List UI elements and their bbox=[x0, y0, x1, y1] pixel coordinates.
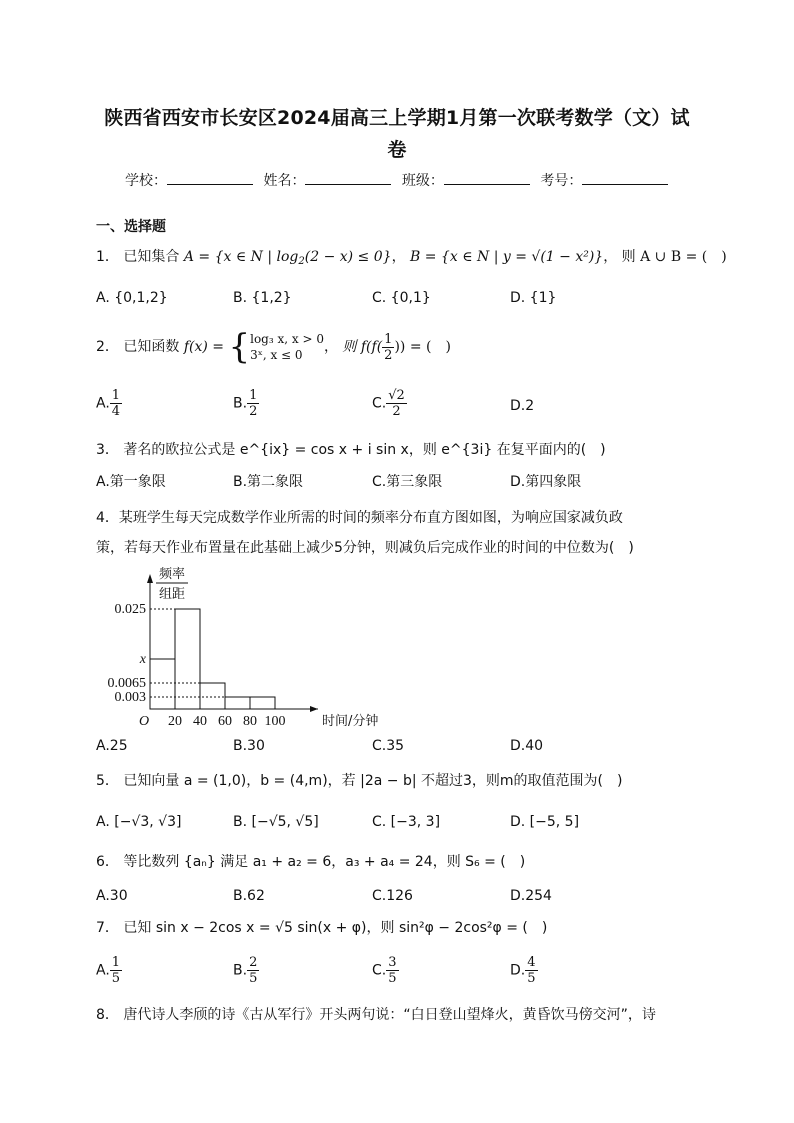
q2-option-a-den: 4 bbox=[111, 404, 121, 419]
q7-option-c[interactable] bbox=[372, 955, 399, 986]
q6-option-c[interactable]: C.126 bbox=[372, 888, 413, 904]
q7-option-d-den: 5 bbox=[527, 971, 536, 986]
q1-option-d[interactable]: D. {1} bbox=[510, 290, 557, 306]
q7-option-b-den: 5 bbox=[249, 971, 258, 986]
q2-half bbox=[382, 332, 394, 363]
q2-case-2: 3ˣ, x ≤ 0 bbox=[250, 348, 303, 362]
q1-option-b[interactable]: B. {1,2} bbox=[233, 290, 292, 306]
q1-text: 已知集合 bbox=[123, 249, 180, 265]
question-8 bbox=[96, 1005, 696, 1025]
q1-number: 1． bbox=[96, 249, 119, 265]
question-5 bbox=[96, 771, 696, 791]
histogram-bar bbox=[150, 659, 175, 709]
q2-text: 已知函数 bbox=[123, 339, 180, 355]
section-heading: 一、选择题 bbox=[96, 219, 166, 235]
question-7 bbox=[96, 918, 696, 938]
q1-option-a[interactable]: A. {0,1,2} bbox=[96, 290, 168, 306]
q8-number: 8． bbox=[96, 1007, 119, 1023]
number-label: 考号： bbox=[540, 173, 583, 189]
q7-option-a[interactable] bbox=[96, 955, 122, 986]
y-tick-label: 0.025 bbox=[114, 602, 146, 617]
origin-label: O bbox=[138, 714, 150, 729]
q6-option-a[interactable]: A.30 bbox=[96, 888, 128, 904]
q3-option-c[interactable]: C.第三象限 bbox=[372, 474, 443, 490]
name-label: 姓名： bbox=[263, 173, 306, 189]
histogram-bar bbox=[200, 683, 225, 709]
q1-option-c[interactable]: C. {0,1} bbox=[372, 290, 431, 306]
q5-number: 5． bbox=[96, 773, 119, 789]
q3-option-d[interactable]: D.第四象限 bbox=[510, 474, 582, 490]
x-tick-label: 40 bbox=[193, 714, 207, 729]
school-label: 学校： bbox=[125, 173, 167, 189]
histogram-chart bbox=[96, 562, 396, 732]
q7-option-c-label: C. bbox=[372, 962, 387, 979]
x-axis-arrow bbox=[310, 706, 318, 712]
student-info-row bbox=[125, 170, 685, 190]
q7-option-d[interactable] bbox=[510, 955, 538, 986]
q2-half-num: 1 bbox=[384, 331, 393, 347]
q7-option-b-label: B. bbox=[233, 962, 248, 979]
q1-set-a-expr2: (2 − x) ≤ 0} bbox=[304, 249, 392, 265]
q3-number: 3． bbox=[96, 442, 119, 458]
q7-text: 已知 sin x − 2cos x = √5 sin(x + φ)，则 sin²φ − 2cos²φ = ( ) bbox=[123, 920, 548, 936]
q3-text: 著名的欧拉公式是 e^{ix} = cos x + i sin x，则 e^{3i} 在复平面内的( ) bbox=[123, 442, 606, 458]
q2-option-d[interactable]: D.2 bbox=[510, 398, 535, 414]
q6-option-b[interactable]: B.62 bbox=[233, 888, 265, 904]
q5-option-d[interactable]: D. [−5, 5] bbox=[510, 814, 580, 830]
q3-option-b[interactable]: B.第二象限 bbox=[233, 474, 304, 490]
number-blank[interactable] bbox=[582, 172, 668, 185]
q1-set-a: A = {x ∈ N | $\log_2(2 - x) \le 0$} bbox=[183, 249, 392, 267]
q2-option-a-label: A. bbox=[96, 395, 110, 412]
y-axis-label-top: 频率 bbox=[158, 567, 186, 582]
question-3 bbox=[96, 440, 696, 460]
q4-number: 4． bbox=[96, 510, 119, 526]
q6-text: 等比数列 {aₙ} 满足 a₁ + a₂ = 6，a₃ + a₄ = 24，则 S₆ = ( ) bbox=[123, 854, 526, 870]
title-line-1: 陕西省西安市长安区2024届高三上学期1月第一次联考数学（文）试 bbox=[104, 107, 690, 129]
q7-number: 7． bbox=[96, 920, 119, 936]
q7-option-b[interactable] bbox=[233, 955, 259, 986]
q7-option-a-label: A. bbox=[96, 962, 110, 979]
x-tick-label: 100 bbox=[264, 714, 286, 729]
q5-option-b[interactable]: B. [−√5, √5] bbox=[233, 814, 319, 830]
question-1: 1． 已知集合 A = {x ∈ N | $\log_2(2 - x) \le 0$}， B = {x ∈ N | y = √(1 − x²)}， 则 A ∪ B = ( ) bbox=[96, 249, 727, 267]
q5-text: 已知向量 a = (1,0)，b = (4,m)，若 |2a − b| 不超过3，则m的取值范围为( ) bbox=[123, 773, 623, 789]
title-line-2: 卷 bbox=[387, 139, 407, 161]
q2-option-c-den: 2 bbox=[392, 404, 401, 419]
q2-option-b-den: 2 bbox=[249, 404, 258, 419]
q2-option-a[interactable] bbox=[96, 388, 122, 419]
q8-text: 唐代诗人李颀的诗《古从军行》开头两句说：“白日登山望烽火，黄昏饮马傍交河”，诗 bbox=[123, 1007, 656, 1023]
q4-line-2: 策，若每天作业布置量在此基础上减少5分钟，则减负后完成作业的时间的中位数为( ) bbox=[96, 540, 634, 556]
q7-option-c-den: 5 bbox=[388, 971, 397, 986]
exam-title bbox=[96, 102, 698, 166]
y-tick-label: 0.0065 bbox=[107, 676, 146, 691]
q2-number: 2． bbox=[96, 339, 119, 355]
class-blank[interactable] bbox=[444, 172, 530, 185]
q1-set-a-expr: A = {x ∈ N | log bbox=[183, 249, 299, 265]
q1-tail: 则 A ∪ B = ( ) bbox=[621, 249, 727, 265]
question-6 bbox=[96, 852, 696, 872]
school-blank[interactable] bbox=[167, 172, 253, 185]
name-blank[interactable] bbox=[305, 172, 391, 185]
q2-option-a-num: 1 bbox=[111, 388, 121, 403]
y-axis-label-bottom: 组距 bbox=[158, 587, 186, 602]
q4-option-a[interactable]: A.25 bbox=[96, 738, 128, 754]
histogram-bar bbox=[225, 697, 250, 709]
q2-option-c-num: √2 bbox=[388, 388, 405, 403]
y-tick-label: x bbox=[139, 652, 146, 667]
q7-option-c-num: 3 bbox=[388, 955, 397, 970]
x-tick-label: 20 bbox=[168, 714, 182, 729]
q4-option-b[interactable]: B.30 bbox=[233, 738, 265, 754]
q2-cases bbox=[250, 331, 324, 363]
q2-option-c-label: C. bbox=[372, 395, 387, 412]
q7-option-d-label: D. bbox=[510, 962, 526, 979]
histogram-bar bbox=[250, 697, 275, 709]
q2-case-1: log₃ x, x > 0 bbox=[250, 332, 324, 346]
question-2: 2． 已知函数 f(x) = { log₃ x, x > 0 3ˣ, x ≤ 0 ， 则 f(f( $\frac{1}{2}$ )) = ( ) bbox=[96, 327, 451, 367]
q2-option-c[interactable] bbox=[372, 388, 407, 419]
x-axis-label: 时间/分钟 bbox=[322, 714, 379, 729]
q7-option-b-num: 2 bbox=[249, 955, 258, 970]
q2-option-b-num: 1 bbox=[249, 388, 258, 403]
q5-option-a[interactable]: A. [−√3, √3] bbox=[96, 814, 182, 830]
q4-option-d[interactable]: D.40 bbox=[510, 738, 544, 754]
histogram-bar bbox=[175, 609, 200, 709]
q6-option-d[interactable]: D.254 bbox=[510, 888, 552, 904]
q2-brace: { bbox=[228, 327, 251, 367]
q2-fx: f(x) = bbox=[183, 339, 225, 355]
x-tick-label: 80 bbox=[243, 714, 257, 729]
question-4 bbox=[96, 503, 696, 563]
q4-option-c[interactable]: C.35 bbox=[372, 738, 405, 754]
q5-option-c[interactable]: C. [−3, 3] bbox=[372, 814, 441, 830]
q2-tail-a: 则 f(f( bbox=[342, 339, 383, 355]
q2-tail-b: )) = ( ) bbox=[394, 339, 451, 355]
q7-option-a-num: 1 bbox=[111, 955, 121, 970]
q2-half-den: 2 bbox=[384, 347, 393, 363]
q4-text-1: 某班学生每天完成数学作业所需的时间的频率分布直方图如图，为响应国家减负政 bbox=[118, 510, 623, 526]
y-axis-arrow bbox=[147, 574, 153, 583]
q2-option-b[interactable] bbox=[233, 388, 259, 419]
q6-number: 6． bbox=[96, 854, 119, 870]
q1-set-b: B = {x ∈ N | y = √(1 − x²)} bbox=[410, 249, 604, 265]
q7-option-d-num: 4 bbox=[527, 955, 536, 970]
q4-line-1 bbox=[96, 503, 696, 533]
q7-option-a-den: 5 bbox=[111, 971, 121, 986]
x-tick-label: 60 bbox=[218, 714, 232, 729]
q3-option-a[interactable]: A.第一象限 bbox=[96, 474, 166, 490]
q2-option-b-label: B. bbox=[233, 395, 248, 412]
y-tick-label: 0.003 bbox=[114, 690, 146, 705]
class-label: 班级： bbox=[401, 173, 444, 189]
